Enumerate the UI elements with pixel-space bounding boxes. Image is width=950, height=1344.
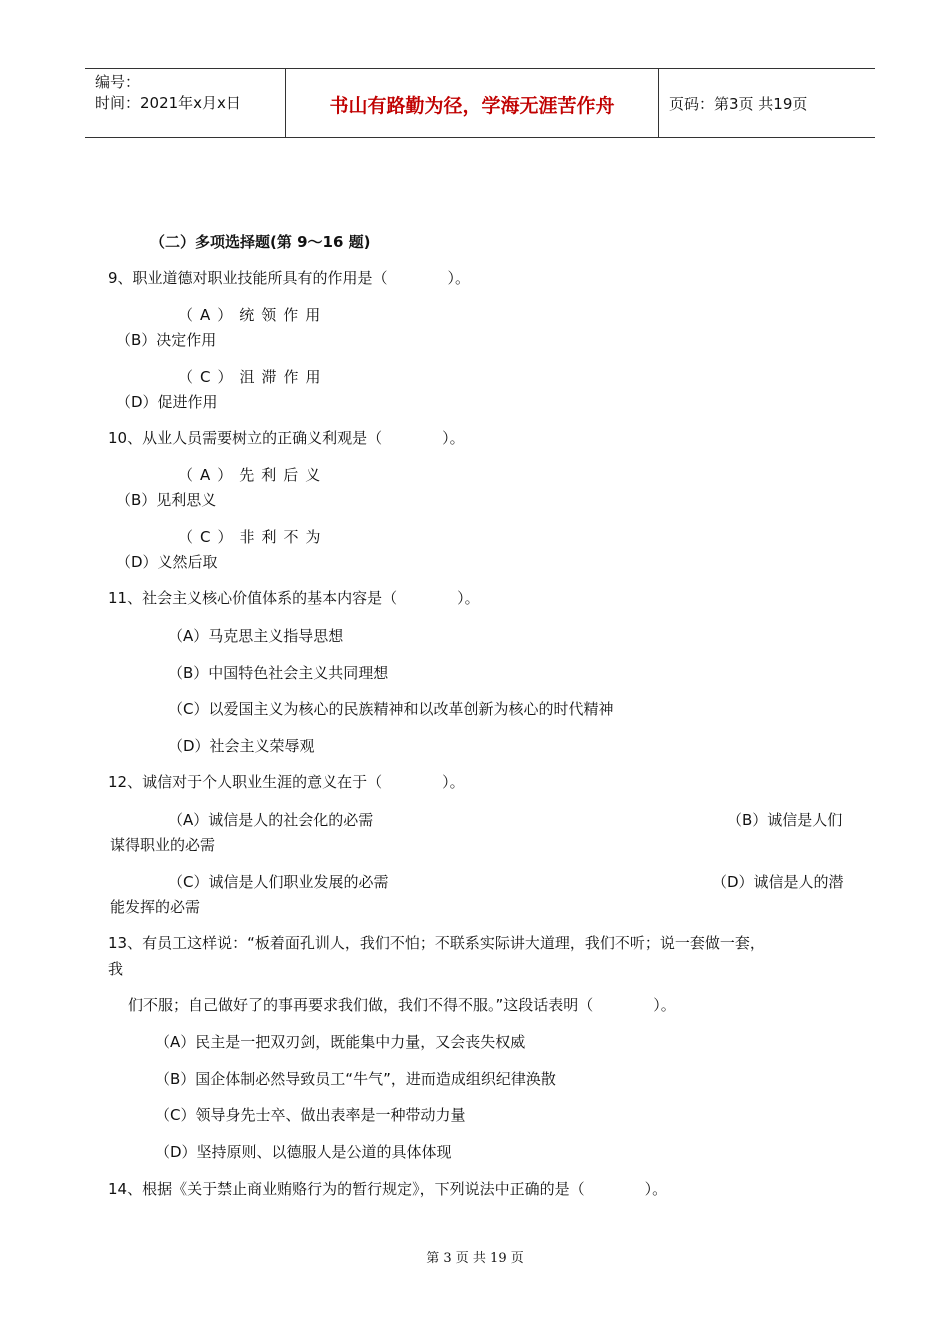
q9-stem: 9、职业道德对职业技能所具有的作用是（ ）。	[108, 269, 471, 287]
q13-option-d: （D）坚持原则、以德服人是公道的具体体现	[155, 1143, 452, 1161]
header-meta-cell	[85, 69, 286, 137]
q12-option-c: （C）诚信是人们职业发展的必需	[168, 873, 389, 891]
q10-option-c: （C）非利不为	[178, 528, 328, 546]
q13-option-a: （A）民主是一把双刃剑，既能集中力量，又会丧失权威	[155, 1033, 526, 1051]
q9-option-b: （B）决定作用	[116, 331, 217, 349]
q9-option-d: （D）促进作用	[116, 393, 218, 411]
q13-stem-cont: 我	[108, 960, 124, 978]
q10-option-d: （D）义然后取	[116, 553, 218, 571]
q11-stem: 11、社会主义核心价值体系的基本内容是（ ）。	[108, 589, 480, 607]
q10-stem: 10、从业人员需要树立的正确义利观是（ ）。	[108, 429, 465, 447]
q13-option-b: （B）国企体制必然导致员工“牛气”，进而造成组织纪律涣散	[155, 1070, 556, 1088]
section-title: （二）多项选择题(第 9～16 题)	[150, 233, 371, 251]
q9-option-a: （A）统领作用	[178, 306, 328, 324]
q14-stem: 14、根据《关于禁止商业贿赂行为的暂行规定》，下列说法中正确的是（ ）。	[108, 1180, 668, 1198]
q12-option-d-cont: 能发挥的必需	[110, 898, 201, 916]
header-motto-cell	[286, 69, 659, 137]
q13-stem: 13、有员工这样说：“板着面孔训人，我们不怕；不联系实际讲大道理，我们不听；说一套做一套，	[108, 934, 765, 952]
q11-option-b: （B）中国特色社会主义共同理想	[168, 664, 389, 682]
q11-option-a: （A）马克思主义指导思想	[168, 627, 344, 645]
motto: 书山有路勤为径，学海无涯苦作舟	[329, 95, 615, 117]
q11-option-c: （C）以爱国主义为核心的民族精神和以改革创新为核心的时代精神	[168, 700, 614, 718]
q9-option-c: （C）沮滞作用	[178, 368, 328, 386]
q12-stem: 12、诚信对于个人职业生涯的意义在于（ ）。	[108, 773, 465, 791]
q10-option-a: （A）先利后义	[178, 466, 328, 484]
time-label: 时间：2021年x月x日	[95, 94, 241, 112]
header-page-cell	[659, 69, 875, 137]
q13-stem-cont2: 们不服；自己做好了的事再要求我们做，我们不得不服。”这段话表明（ ）。	[128, 996, 676, 1014]
page-footer: 第 3 页 共 19 页	[426, 1251, 524, 1266]
q12-option-a: （A）诚信是人的社会化的必需	[168, 811, 374, 829]
q10-option-b: （B）见利思义	[116, 491, 217, 509]
q13-option-c: （C）领导身先士卒、做出表率是一种带动力量	[155, 1106, 466, 1124]
number-label: 编号：	[95, 73, 141, 91]
q12-option-b: （B）诚信是人们	[727, 811, 843, 829]
q11-option-d: （D）社会主义荣辱观	[168, 737, 315, 755]
q12-option-b-cont: 谋得职业的必需	[110, 836, 216, 854]
page-label: 页码：第3页 共19页	[669, 95, 808, 113]
header-table	[85, 68, 875, 138]
q12-option-d: （D）诚信是人的潜	[712, 873, 844, 891]
